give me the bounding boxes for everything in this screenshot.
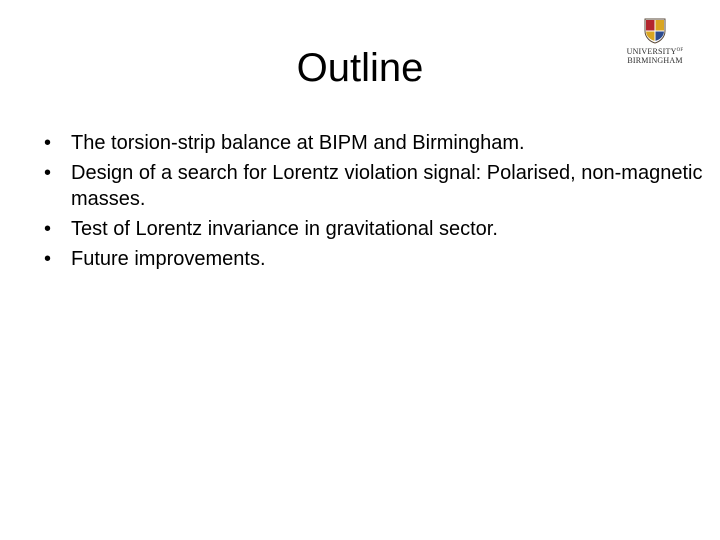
bullet-item [44, 216, 704, 242]
bullet-item [44, 130, 704, 156]
university-crest-icon [644, 18, 666, 44]
bullet-item [44, 160, 704, 212]
bullet-text: Future improvements. [71, 248, 266, 270]
bullet-text: Design of a search for Lorentz violation signal: Polarised, non-magnetic masses. [71, 162, 703, 210]
university-logo [620, 18, 690, 68]
slide-title: Outline [296, 46, 424, 90]
bullet-text: The torsion-strip balance at BIPM and Birmingham. [71, 132, 525, 154]
bullet-list [44, 130, 704, 276]
logo-line-1: UNIVERSITY [626, 47, 677, 56]
university-logo-text [620, 46, 690, 65]
logo-line-1-sup: OF [676, 48, 684, 53]
logo-line-2: BIRMINGHAM [627, 56, 683, 65]
bullet-dot: • [44, 248, 52, 270]
bullet-text: Test of Lorentz invariance in gravitational sector. [71, 218, 498, 240]
bullet-item [44, 246, 704, 272]
bullet-dot: • [44, 218, 52, 240]
bullet-dot: • [44, 132, 52, 154]
bullet-dot: • [44, 162, 52, 184]
